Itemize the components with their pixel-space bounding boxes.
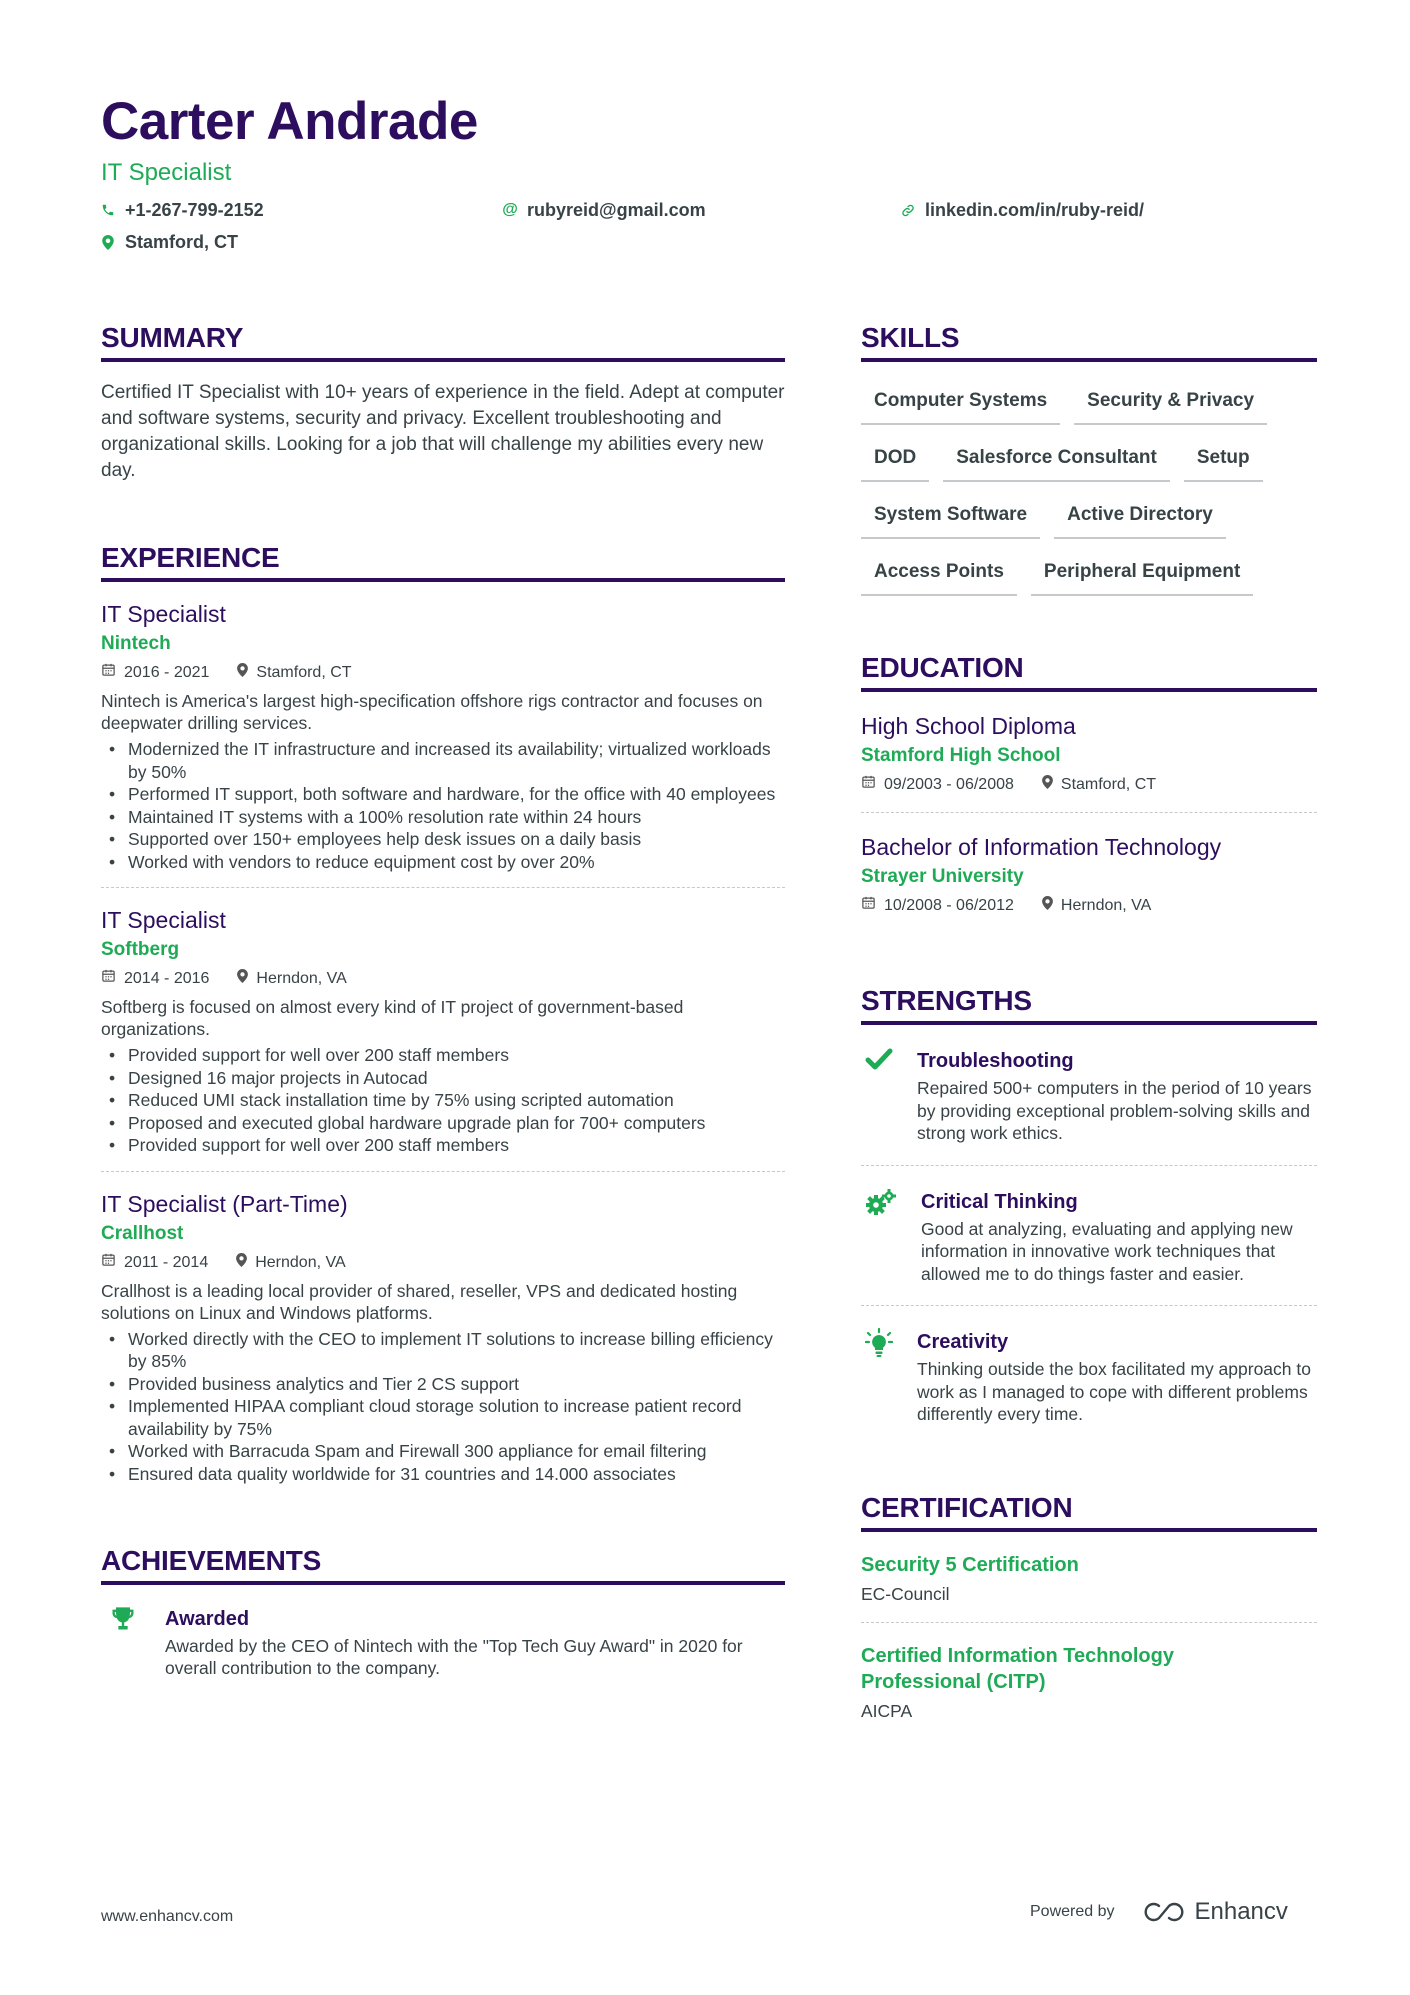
- job-bullet: • Worked with vendors to reduce equipment cost by over 20%: [101, 851, 785, 874]
- strength-description: Repaired 500+ computers in the period of 10 years by providing exceptional problem-solving skills and strong work ethics.: [917, 1078, 1312, 1143]
- job-title: IT Specialist (Part-Time): [101, 1190, 348, 1217]
- strength-item: [861, 1306, 1317, 1446]
- skill-tag: System Software: [861, 496, 1040, 539]
- location-pin-icon: [1042, 772, 1053, 798]
- location-pin-icon: [237, 966, 248, 992]
- checkmark-icon: [861, 1047, 893, 1145]
- education-location-text: Herndon, VA: [1060, 897, 1152, 914]
- strength-body: [917, 1047, 1317, 1145]
- calendar-icon: [101, 966, 116, 992]
- certification-issuer: AICPA: [861, 1700, 913, 1721]
- experience-item: [101, 582, 785, 888]
- education-item: [861, 692, 1317, 813]
- school-name: Strayer University: [861, 866, 1024, 887]
- trophy-icon: [109, 1605, 137, 1679]
- skill-tag: Active Directory: [1054, 496, 1226, 539]
- job-meta: [101, 660, 785, 686]
- education-dates-text: 09/2003 - 06/2008: [884, 776, 1014, 793]
- experience-section: [101, 540, 785, 1499]
- contact-info: [101, 194, 1321, 258]
- skill-tag: Peripheral Equipment: [1031, 553, 1253, 596]
- job-bullet: • Worked with Barracuda Spam and Firewall 300 appliance for email filtering: [101, 1440, 785, 1463]
- right-column: [861, 320, 1317, 1795]
- education-location-text: Stamford, CT: [1060, 776, 1157, 793]
- certification-section: [861, 1490, 1317, 1739]
- job-location-text: Stamford, CT: [256, 664, 352, 681]
- education-list: [861, 692, 1317, 933]
- job-bullet: • Maintained IT systems with a 100% resolution rate within 24 hours: [101, 806, 785, 829]
- company-name: Softberg: [101, 939, 180, 960]
- calendar-icon: [101, 660, 116, 686]
- achievement-item: [101, 1605, 785, 1679]
- education-title: EDUCATION: [861, 650, 1317, 692]
- contact-linkedin[interactable]: [901, 198, 1144, 222]
- job-bullet: • Provided business analytics and Tier 2 CS support: [101, 1373, 785, 1396]
- company-name: Nintech: [101, 633, 171, 654]
- strengths-title: STRENGTHS: [861, 983, 1317, 1025]
- job-dates: [101, 1250, 208, 1276]
- experience-list: [101, 582, 785, 1499]
- job-bullet: • Supported over 150+ employees help desk issues on a daily basis: [101, 828, 785, 851]
- certification-name: Certified Information Technology Professional (CITP): [861, 1644, 1174, 1693]
- job-location-text: Herndon, VA: [255, 1253, 346, 1271]
- strength-description: Thinking outside the box facilitated my approach to work as I managed to cope with different problems differently every time.: [917, 1359, 1311, 1424]
- company-description: Nintech is America's largest high-specification offshore rigs contractor and focuses on deepwater drilling services.: [101, 691, 763, 733]
- phone-text: +1-267-799-2152: [125, 200, 264, 220]
- achievement-body: [165, 1605, 785, 1679]
- skills-list: [861, 382, 1301, 596]
- job-dates-text: 2016 - 2021: [124, 664, 210, 681]
- location-text: Stamford, CT: [125, 232, 239, 252]
- achievement-description: Awarded by the CEO of Nintech with the "Top Tech Guy Award" in 2020 for overall contribution to the company.: [165, 1636, 743, 1678]
- strength-title: Troubleshooting: [917, 1050, 1074, 1072]
- strength-item: [861, 1166, 1317, 1307]
- experience-item: [101, 888, 785, 1172]
- job-bullet: • Modernized the IT infrastructure and increased its availability; virtualized workloads by 50%: [101, 738, 785, 783]
- calendar-icon: [101, 1250, 116, 1276]
- summary-title: SUMMARY: [101, 320, 785, 362]
- experience-title: EXPERIENCE: [101, 540, 785, 582]
- job-bullet: • Provided support for well over 200 staff members: [101, 1044, 785, 1067]
- contact-phone[interactable]: [101, 198, 264, 222]
- summary-text: Certified IT Specialist with 10+ years of experience in the field. Adept at computer and software systems, security and privacy. Excellent troubleshooting and organizational skills. Looking for a job that will challenge my abilities every new day.: [101, 382, 785, 481]
- brand-logo[interactable]: [1141, 1898, 1288, 1926]
- job-dates-text: 2014 - 2016: [124, 970, 210, 987]
- certification-item: [861, 1623, 1317, 1739]
- strengths-section: [861, 983, 1317, 1446]
- brand-name: Enhancv: [1194, 1898, 1288, 1925]
- education-location: [1042, 893, 1151, 919]
- calendar-icon: [861, 893, 876, 919]
- skills-title: SKILLS: [861, 320, 1317, 362]
- skill-tag: Setup: [1184, 439, 1263, 482]
- degree-title: Bachelor of Information Technology: [861, 834, 1222, 860]
- job-dates: [101, 660, 209, 686]
- skills-section: [861, 320, 1317, 596]
- certification-name: Security 5 Certification: [861, 1553, 1079, 1576]
- calendar-icon: [861, 772, 876, 798]
- strength-title: Creativity: [917, 1331, 1009, 1353]
- strength-body: [921, 1188, 1317, 1286]
- skill-tag: Salesforce Consultant: [943, 439, 1170, 482]
- job-bullet: • Reduced UMI stack installation time by 75% using scripted automation: [101, 1089, 785, 1112]
- job-bullet: • Ensured data quality worldwide for 31 countries and 14.000 associates: [101, 1463, 785, 1486]
- candidate-role: IT Specialist: [101, 159, 232, 186]
- job-bullet: • Proposed and executed global hardware upgrade plan for 700+ computers: [101, 1112, 785, 1135]
- job-dates-text: 2011 - 2014: [124, 1253, 209, 1271]
- education-dates: [861, 772, 1014, 798]
- candidate-name: Carter Andrade: [101, 92, 478, 151]
- job-location-text: Herndon, VA: [256, 970, 347, 987]
- left-column: [101, 320, 785, 1735]
- job-bullet: • Provided support for well over 200 staff members: [101, 1134, 785, 1157]
- email-text: rubyreid@gmail.com: [527, 200, 706, 220]
- company-name: Crallhost: [101, 1222, 184, 1244]
- education-item: [861, 813, 1317, 933]
- school-name: Stamford High School: [861, 745, 1061, 766]
- at-icon: @: [502, 201, 518, 218]
- company-description: Crallhost is a leading local provider of shared, reseller, VPS and dedicated hosting solutions on Linux and Windows platforms.: [101, 1280, 738, 1323]
- education-dates-text: 10/2008 - 06/2012: [884, 897, 1014, 914]
- achievements-section: [101, 1543, 785, 1679]
- job-bullets: [101, 1044, 785, 1157]
- phone-icon: [101, 203, 115, 217]
- strength-description: Good at analyzing, evaluating and applying new information in innovative work techniques that allowed me to do things faster and easier.: [921, 1218, 1293, 1284]
- location-pin-icon: [237, 660, 248, 686]
- contact-location: [101, 230, 238, 254]
- job-bullets: [101, 1328, 785, 1486]
- skill-tag: Security & Privacy: [1074, 382, 1267, 425]
- strength-item: [861, 1025, 1317, 1166]
- job-location: [237, 966, 346, 992]
- skill-tag: Access Points: [861, 553, 1017, 596]
- footer-website[interactable]: www.enhancv.com: [101, 1908, 234, 1925]
- powered-by-text: Powered by: [1030, 1903, 1115, 1920]
- job-bullets: [101, 738, 785, 873]
- education-meta: [861, 893, 1317, 919]
- job-title: IT Specialist: [101, 907, 226, 933]
- location-pin-icon: [236, 1250, 247, 1276]
- job-bullet: • Implemented HIPAA compliant cloud storage solution to increase patient record availability by 75%: [101, 1395, 785, 1440]
- education-meta: [861, 772, 1317, 798]
- contact-email[interactable]: [503, 198, 706, 222]
- strength-title: Critical Thinking: [921, 1190, 1078, 1213]
- job-bullet: • Designed 16 major projects in Autocad: [101, 1067, 785, 1090]
- achievements-title: ACHIEVEMENTS: [101, 1543, 785, 1585]
- job-bullet: • Worked directly with the CEO to implement IT solutions to increase billing efficiency by 85%: [101, 1328, 785, 1373]
- enhancv-logo-icon: [1141, 1900, 1187, 1924]
- job-bullet: • Performed IT support, both software and hardware, for the office with 40 employees: [101, 783, 785, 806]
- certification-issuer: EC-Council: [861, 1583, 950, 1604]
- skill-tag: DOD: [861, 439, 929, 482]
- achievement-title: Awarded: [165, 1608, 250, 1630]
- experience-item: [101, 1172, 785, 1500]
- degree-title: High School Diploma: [861, 713, 1076, 739]
- resume-header: [101, 92, 1321, 258]
- education-dates: [861, 893, 1014, 919]
- location-pin-icon: [101, 235, 115, 250]
- gears-icon: [861, 1188, 897, 1286]
- job-dates: [101, 966, 209, 992]
- company-description: Softberg is focused on almost every kind of IT project of government-based organizations.: [101, 997, 684, 1039]
- strength-body: [917, 1328, 1317, 1426]
- education-location: [1042, 772, 1156, 798]
- summary-section: [101, 320, 785, 484]
- job-location: [237, 660, 351, 686]
- job-meta: [101, 1250, 785, 1276]
- location-pin-icon: [1042, 893, 1053, 919]
- job-title: IT Specialist: [101, 601, 226, 627]
- job-meta: [101, 966, 785, 992]
- footer-branding: [1030, 1898, 1288, 1926]
- certification-item: [861, 1532, 1317, 1623]
- job-location: [236, 1250, 345, 1276]
- skill-tag: Computer Systems: [861, 382, 1060, 425]
- link-icon: [901, 203, 915, 218]
- lightbulb-icon: [861, 1328, 893, 1426]
- certification-title: CERTIFICATION: [861, 1490, 1317, 1532]
- linkedin-text: linkedin.com/in/ruby-reid/: [925, 200, 1145, 220]
- education-section: [861, 650, 1317, 933]
